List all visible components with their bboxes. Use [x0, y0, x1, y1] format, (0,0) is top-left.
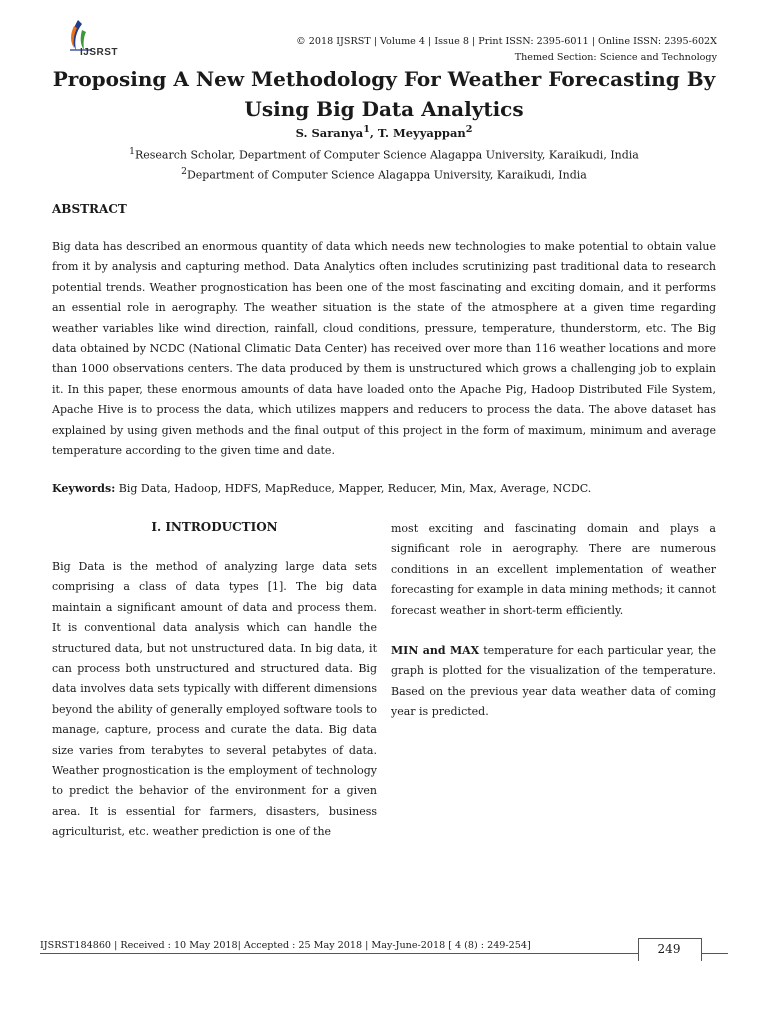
journal-citation-line: © 2018 IJSRST | Volume 4 | Issue 8 | Print ISSN: 2395-6011 | Online ISSN: 2395-602X: [296, 36, 717, 47]
keywords-line: [52, 482, 716, 495]
author-2-marker: 2: [465, 124, 473, 135]
affiliation-2-text: Department of Computer Science Alagappa University, Karaikudi, India: [186, 168, 587, 182]
abstract-text: Big data has described an enormous quantity of data which needs new technologies to make potential to obtain value from it by analysis and capturing method. Data Analytics often includes scrutinizing past traditional data to research potential trends. Weather prognostication has been one of the most fascinating and exciting domain, and it performs an essential role in aerography. The weather situation is the state of the atmosphere at a given time regarding weather variables like wind direction, rainfall, cloud conditions, pressure, temperature, thunderstorm, etc. The Big data obtained by NCDC (National Climatic Data Center) has received over more than 116 weather locations and more than 1000 observations centers. The data produced by them is unstructured which grows a challenging job to explain it. In this paper, these enormous amounts of data have loaded onto the Apache Pig, Hadoop Distributed File System, Apache Hive is to process the data, which utilizes mappers and reducers to process the data. The above dataset has explained by using given methods and the final output of this project in the form of maximum, minimum and average temperature according to the given time and date.: [52, 240, 716, 458]
affiliation-2: [0, 166, 768, 182]
introduction-column-2-paragraph-2: [391, 641, 716, 723]
affiliation-1: [0, 146, 768, 162]
journal-logo-text: IJSRST: [80, 47, 119, 58]
paper-title: Proposing A New Methodology For Weather Forecasting By Using Big Data Analytics: [52, 67, 716, 121]
keywords-label: Keywords:: [52, 482, 116, 495]
affiliation-2-marker: 2: [181, 166, 187, 177]
affiliation-1-text: Research Scholar, Department of Computer Science Alagappa University, Karaikudi, India: [134, 148, 639, 162]
author-line: [0, 124, 768, 140]
introduction-column-1: Big Data is the method of analyzing large data sets comprising a class of data types [1]. The big data maintain a significant amount of data and process them. It is conventional data analysis which can handle the structured data, but not unstructured data. In big data, it can process both unstructured and structured data. Big data involves data sets typically with different dimensions beyond the ability of generally employed software tools to manage, capture, process and curate the data. Big data size varies from terabytes to several petabytes of data. Weather prognostication is the employment of technology to predict the behavior of the environment for a given area. It is essential for farmers, disasters, business agriculturist, etc. weather prediction is one of the: [52, 560, 377, 839]
keywords-text: Big Data, Hadoop, HDFS, MapReduce, Mapper, Reducer, Min, Max, Average, NCDC.: [115, 482, 592, 495]
author-1: S. Saranya: [295, 125, 364, 140]
author-2: T. Meyyappan: [377, 125, 466, 140]
author-1-marker: 1: [363, 124, 370, 135]
footer-divider: [40, 953, 728, 954]
page-number: 249: [657, 942, 681, 956]
footer-citation: IJSRST184860 | Received : 10 May 2018| Accepted : 25 May 2018 | May-June-2018 [ 4 (8) : 249-254]: [40, 940, 531, 951]
min-max-label: MIN and MAX: [391, 644, 480, 657]
affiliation-1-marker: 1: [129, 146, 135, 157]
min-max-text: temperature for each particular year, the graph is plotted for the visualization of the temperature. Based on the previous year data weather data of coming year is predicted.: [391, 644, 716, 719]
introduction-column-2-paragraph-1: most exciting and fascinating domain and plays a significant role in aerography. There are numerous conditions in an excellent implementation of weather forecasting for example in data mining methods; it cannot forecast weather in short-term efficiently.: [391, 522, 716, 617]
themed-section-line: Themed Section: Science and Technology: [514, 52, 717, 63]
abstract-heading: ABSTRACT: [52, 202, 127, 216]
author-separator: ,: [369, 125, 378, 140]
introduction-heading: I. INTRODUCTION: [151, 520, 278, 534]
